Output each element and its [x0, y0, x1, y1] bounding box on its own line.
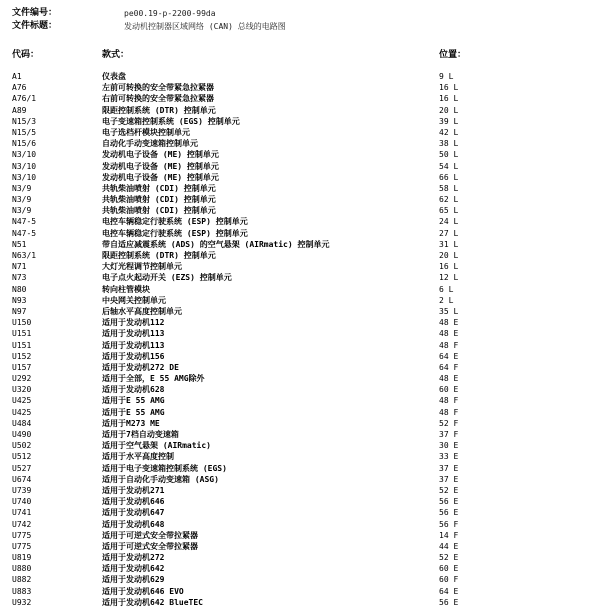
- table-row: [0, 239, 602, 250]
- row-code: N97: [12, 306, 27, 316]
- row-description: 适用于可逆式安全带拉紧器: [102, 541, 198, 551]
- row-code: U883: [12, 586, 32, 596]
- row-position: 42 L: [439, 127, 459, 137]
- table-row: [0, 362, 602, 373]
- row-position: 48 E: [439, 374, 459, 384]
- row-position: 6 L: [439, 284, 454, 294]
- row-position: 48 F: [439, 396, 459, 406]
- row-description: 共轨柴油喷射 (CDI) 控制单元: [102, 195, 216, 205]
- row-description: 后轴水平高度控制单元: [102, 306, 182, 316]
- row-position: 44 E: [439, 541, 459, 551]
- row-position: 56 F: [439, 519, 459, 529]
- row-description: 适用于发动机272 DE: [102, 362, 179, 372]
- row-position: 48 E: [439, 318, 459, 328]
- table-row: [0, 205, 602, 216]
- row-code: N3/9: [12, 195, 32, 205]
- row-position: 60 E: [439, 385, 459, 395]
- table-row: [0, 563, 602, 574]
- row-description: 发动机电子设备 (ME) 控制单元: [102, 150, 219, 160]
- row-code: U740: [12, 497, 32, 507]
- row-description: 适用于自动化手动变速箱 (ASG): [102, 474, 219, 484]
- row-position: 50 L: [439, 150, 459, 160]
- row-position: 62 L: [439, 195, 459, 205]
- row-code: N47-5: [12, 228, 37, 238]
- row-description: 右前可转换的安全带紧急拉紧器: [102, 94, 214, 104]
- table-row: [0, 116, 602, 127]
- row-position: 37 E: [439, 463, 459, 473]
- row-description: 电子选档杆模块控制单元: [102, 127, 190, 137]
- table-row: [0, 250, 602, 261]
- row-position: 30 E: [439, 441, 459, 451]
- row-position: 64 E: [439, 586, 459, 596]
- row-description: 适用于发动机113: [102, 340, 165, 350]
- table-row: [0, 586, 602, 597]
- row-code: U674: [12, 474, 32, 484]
- doc-title-label: 文件标题：: [12, 21, 58, 31]
- table-row: [0, 541, 602, 552]
- table-row: [0, 149, 602, 160]
- row-description: 限距控制系统 (DTR) 控制单元: [102, 105, 216, 115]
- row-position: 24 L: [439, 217, 459, 227]
- row-description: 适用于发动机642 BlueTEC: [102, 597, 203, 607]
- row-code: A76: [12, 83, 27, 93]
- table-row: [0, 127, 602, 138]
- row-code: U739: [12, 485, 32, 495]
- row-position: 2 L: [439, 295, 454, 305]
- table-row: [0, 440, 602, 451]
- row-position: 52 E: [439, 485, 459, 495]
- row-description: 电控车辆稳定行驶系统 (ESP) 控制单元: [102, 217, 248, 227]
- row-code: N93: [12, 295, 27, 305]
- row-description: 适用于全部，E 55 AMG除外: [102, 374, 205, 384]
- row-code: U742: [12, 519, 32, 529]
- row-description: 发动机电子设备 (ME) 控制单元: [102, 172, 219, 182]
- table-row: [0, 172, 602, 183]
- row-description: 适用于发动机156: [102, 351, 165, 361]
- table-row: [0, 474, 602, 485]
- row-code: N71: [12, 262, 27, 272]
- table-row: [0, 530, 602, 541]
- row-code: U425: [12, 407, 32, 417]
- row-code: U151: [12, 329, 32, 339]
- table-row: [0, 552, 602, 563]
- row-position: 20 L: [439, 251, 459, 260]
- row-description: 发动机电子设备 (ME) 控制单元: [102, 161, 219, 171]
- row-code: U512: [12, 452, 32, 462]
- table-row: [0, 138, 602, 149]
- row-description: 适用于电子变速箱控制系统 (EGS): [102, 463, 227, 473]
- doc-number-label: 文件编号：: [12, 8, 58, 18]
- row-code: N15/6: [12, 139, 37, 149]
- row-code: U932: [12, 597, 32, 607]
- row-position: 58 L: [439, 183, 459, 193]
- table-row: [0, 328, 602, 339]
- row-code: U425: [12, 396, 32, 406]
- row-position: 14 F: [439, 530, 459, 540]
- table-row: [0, 306, 602, 317]
- table-row: [0, 451, 602, 462]
- row-position: 12 L: [439, 273, 459, 283]
- row-code: A1: [12, 72, 22, 81]
- row-code: N80: [12, 284, 27, 294]
- row-description: 适用于E 55 AMG: [102, 396, 165, 406]
- row-position: 35 L: [439, 306, 459, 316]
- row-description: 自动化手动变速箱控制单元: [102, 139, 198, 149]
- table-row: [0, 284, 602, 295]
- row-position: 64 F: [439, 362, 459, 372]
- row-code: U490: [12, 430, 32, 439]
- table-row: [0, 216, 602, 227]
- row-description: 适用于发动机271: [102, 485, 165, 495]
- row-position: 60 F: [439, 575, 459, 585]
- table-row: [0, 384, 602, 395]
- table-row: [0, 340, 602, 351]
- row-description: 大灯光程调节控制单元: [102, 262, 182, 272]
- row-code: U882: [12, 575, 32, 585]
- row-code: N51: [12, 239, 27, 249]
- table-row: [0, 395, 602, 406]
- row-description: 适用于M273 ME: [102, 418, 160, 428]
- row-position: 16 L: [439, 83, 459, 93]
- row-code: U484: [12, 418, 32, 428]
- table-row: [0, 373, 602, 384]
- row-description: 限距控制系统 (DTR) 控制单元: [102, 251, 216, 260]
- row-description: 适用于可逆式安全带拉紧器: [102, 530, 198, 540]
- doc-title-value: 发动机控制器区域网络 (CAN) 总线的电路图: [124, 22, 286, 31]
- row-code: U527: [12, 463, 32, 473]
- row-position: 20 L: [439, 105, 459, 115]
- row-position: 56 E: [439, 497, 459, 507]
- row-position: 66 L: [439, 172, 459, 182]
- row-description: 适用于发动机629: [102, 575, 165, 585]
- row-description: 适用于发动机642: [102, 564, 165, 574]
- row-description: 适用于E 55 AMG: [102, 407, 165, 417]
- row-code: U150: [12, 318, 32, 328]
- row-position: 37 E: [439, 474, 459, 484]
- row-position: 16 L: [439, 262, 459, 272]
- row-position: 31 L: [439, 239, 459, 249]
- row-position: 56 E: [439, 597, 459, 607]
- row-code: U152: [12, 351, 32, 361]
- row-code: N3/10: [12, 172, 37, 182]
- table-row: [0, 71, 602, 82]
- row-description: 适用于发动机646 EVO: [102, 586, 184, 596]
- row-code: U775: [12, 541, 32, 551]
- row-description: 左前可转换的安全带紧急拉紧器: [102, 83, 214, 93]
- table-row: [0, 105, 602, 116]
- table-row: [0, 183, 602, 194]
- row-position: 48 F: [439, 340, 459, 350]
- row-code: U151: [12, 340, 32, 350]
- row-description: 适用于发动机628: [102, 385, 165, 395]
- row-description: 适用于发动机646: [102, 497, 165, 507]
- row-code: N63/1: [12, 251, 37, 260]
- row-code: N73: [12, 273, 27, 283]
- table-row: [0, 407, 602, 418]
- column-header-description: 款式：: [102, 50, 130, 60]
- row-code: A76/1: [12, 94, 37, 104]
- row-code: N3/9: [12, 206, 32, 216]
- row-code: U819: [12, 553, 32, 563]
- column-header-position: 位置：: [439, 50, 467, 60]
- table-row: [0, 597, 602, 608]
- row-code: U157: [12, 362, 32, 372]
- row-position: 60 E: [439, 564, 459, 574]
- table-row: [0, 82, 602, 93]
- row-code: U502: [12, 441, 32, 451]
- table-row: [0, 272, 602, 283]
- row-description: 适用于7档自动变速箱: [102, 430, 179, 439]
- row-description: 中央网关控制单元: [102, 295, 166, 305]
- row-description: 电子点火起动开关 (EZS) 控制单元: [102, 273, 232, 283]
- row-code: N3/9: [12, 183, 32, 193]
- table-row: [0, 351, 602, 362]
- row-description: 电控车辆稳定行驶系统 (ESP) 控制单元: [102, 228, 248, 238]
- row-description: 适用于空气悬架 (AIRmatic): [102, 441, 211, 451]
- row-position: 39 L: [439, 116, 459, 126]
- table-row: [0, 161, 602, 172]
- row-description: 适用于发动机112: [102, 318, 165, 328]
- row-description: 适用于水平高度控制: [102, 452, 174, 462]
- row-position: 48 F: [439, 407, 459, 417]
- row-description: 转向柱管模块: [102, 284, 150, 294]
- column-header-code: 代码：: [12, 50, 40, 60]
- row-description: 适用于发动机272: [102, 553, 165, 563]
- row-code: U775: [12, 530, 32, 540]
- table-row: [0, 463, 602, 474]
- component-list: [0, 71, 602, 608]
- row-code: U292: [12, 374, 32, 384]
- row-position: 64 E: [439, 351, 459, 361]
- doc-number-value: pe00.19-p-2200-99da: [124, 9, 216, 18]
- row-code: N3/10: [12, 150, 37, 160]
- table-row: [0, 519, 602, 530]
- row-position: 38 L: [439, 139, 459, 149]
- row-code: U880: [12, 564, 32, 574]
- row-code: N3/10: [12, 161, 37, 171]
- row-code: N47-5: [12, 217, 37, 227]
- row-position: 16 L: [439, 94, 459, 104]
- table-row: [0, 93, 602, 104]
- row-code: A89: [12, 105, 27, 115]
- row-position: 52 E: [439, 553, 459, 563]
- row-description: 适用于发动机648: [102, 519, 165, 529]
- table-row: [0, 317, 602, 328]
- row-position: 65 L: [439, 206, 459, 216]
- row-description: 共轨柴油喷射 (CDI) 控制单元: [102, 183, 216, 193]
- row-description: 电子变速箱控制系统 (EGS) 控制单元: [102, 116, 240, 126]
- table-row: [0, 261, 602, 272]
- table-row: [0, 485, 602, 496]
- table-row: [0, 507, 602, 518]
- table-row: [0, 295, 602, 306]
- row-description: 适用于发动机647: [102, 508, 165, 518]
- row-description: 共轨柴油喷射 (CDI) 控制单元: [102, 206, 216, 216]
- table-row: [0, 496, 602, 507]
- row-description: 适用于发动机113: [102, 329, 165, 339]
- row-description: 带自适应减震系统 (ADS) 的空气悬架 (AIRmatic) 控制单元: [102, 239, 330, 249]
- table-row: [0, 418, 602, 429]
- row-position: 56 E: [439, 508, 459, 518]
- row-position: 27 L: [439, 228, 459, 238]
- row-code: U320: [12, 385, 32, 395]
- row-position: 33 E: [439, 452, 459, 462]
- table-row: [0, 429, 602, 440]
- row-position: 52 F: [439, 418, 459, 428]
- row-position: 37 F: [439, 430, 459, 439]
- row-position: 9 L: [439, 72, 454, 81]
- table-row: [0, 574, 602, 585]
- row-position: 48 E: [439, 329, 459, 339]
- row-code: U741: [12, 508, 32, 518]
- row-code: N15/5: [12, 127, 37, 137]
- row-description: 仪表盘: [102, 72, 126, 81]
- row-position: 54 L: [439, 161, 459, 171]
- table-row: [0, 228, 602, 239]
- table-row: [0, 194, 602, 205]
- row-code: N15/3: [12, 116, 37, 126]
